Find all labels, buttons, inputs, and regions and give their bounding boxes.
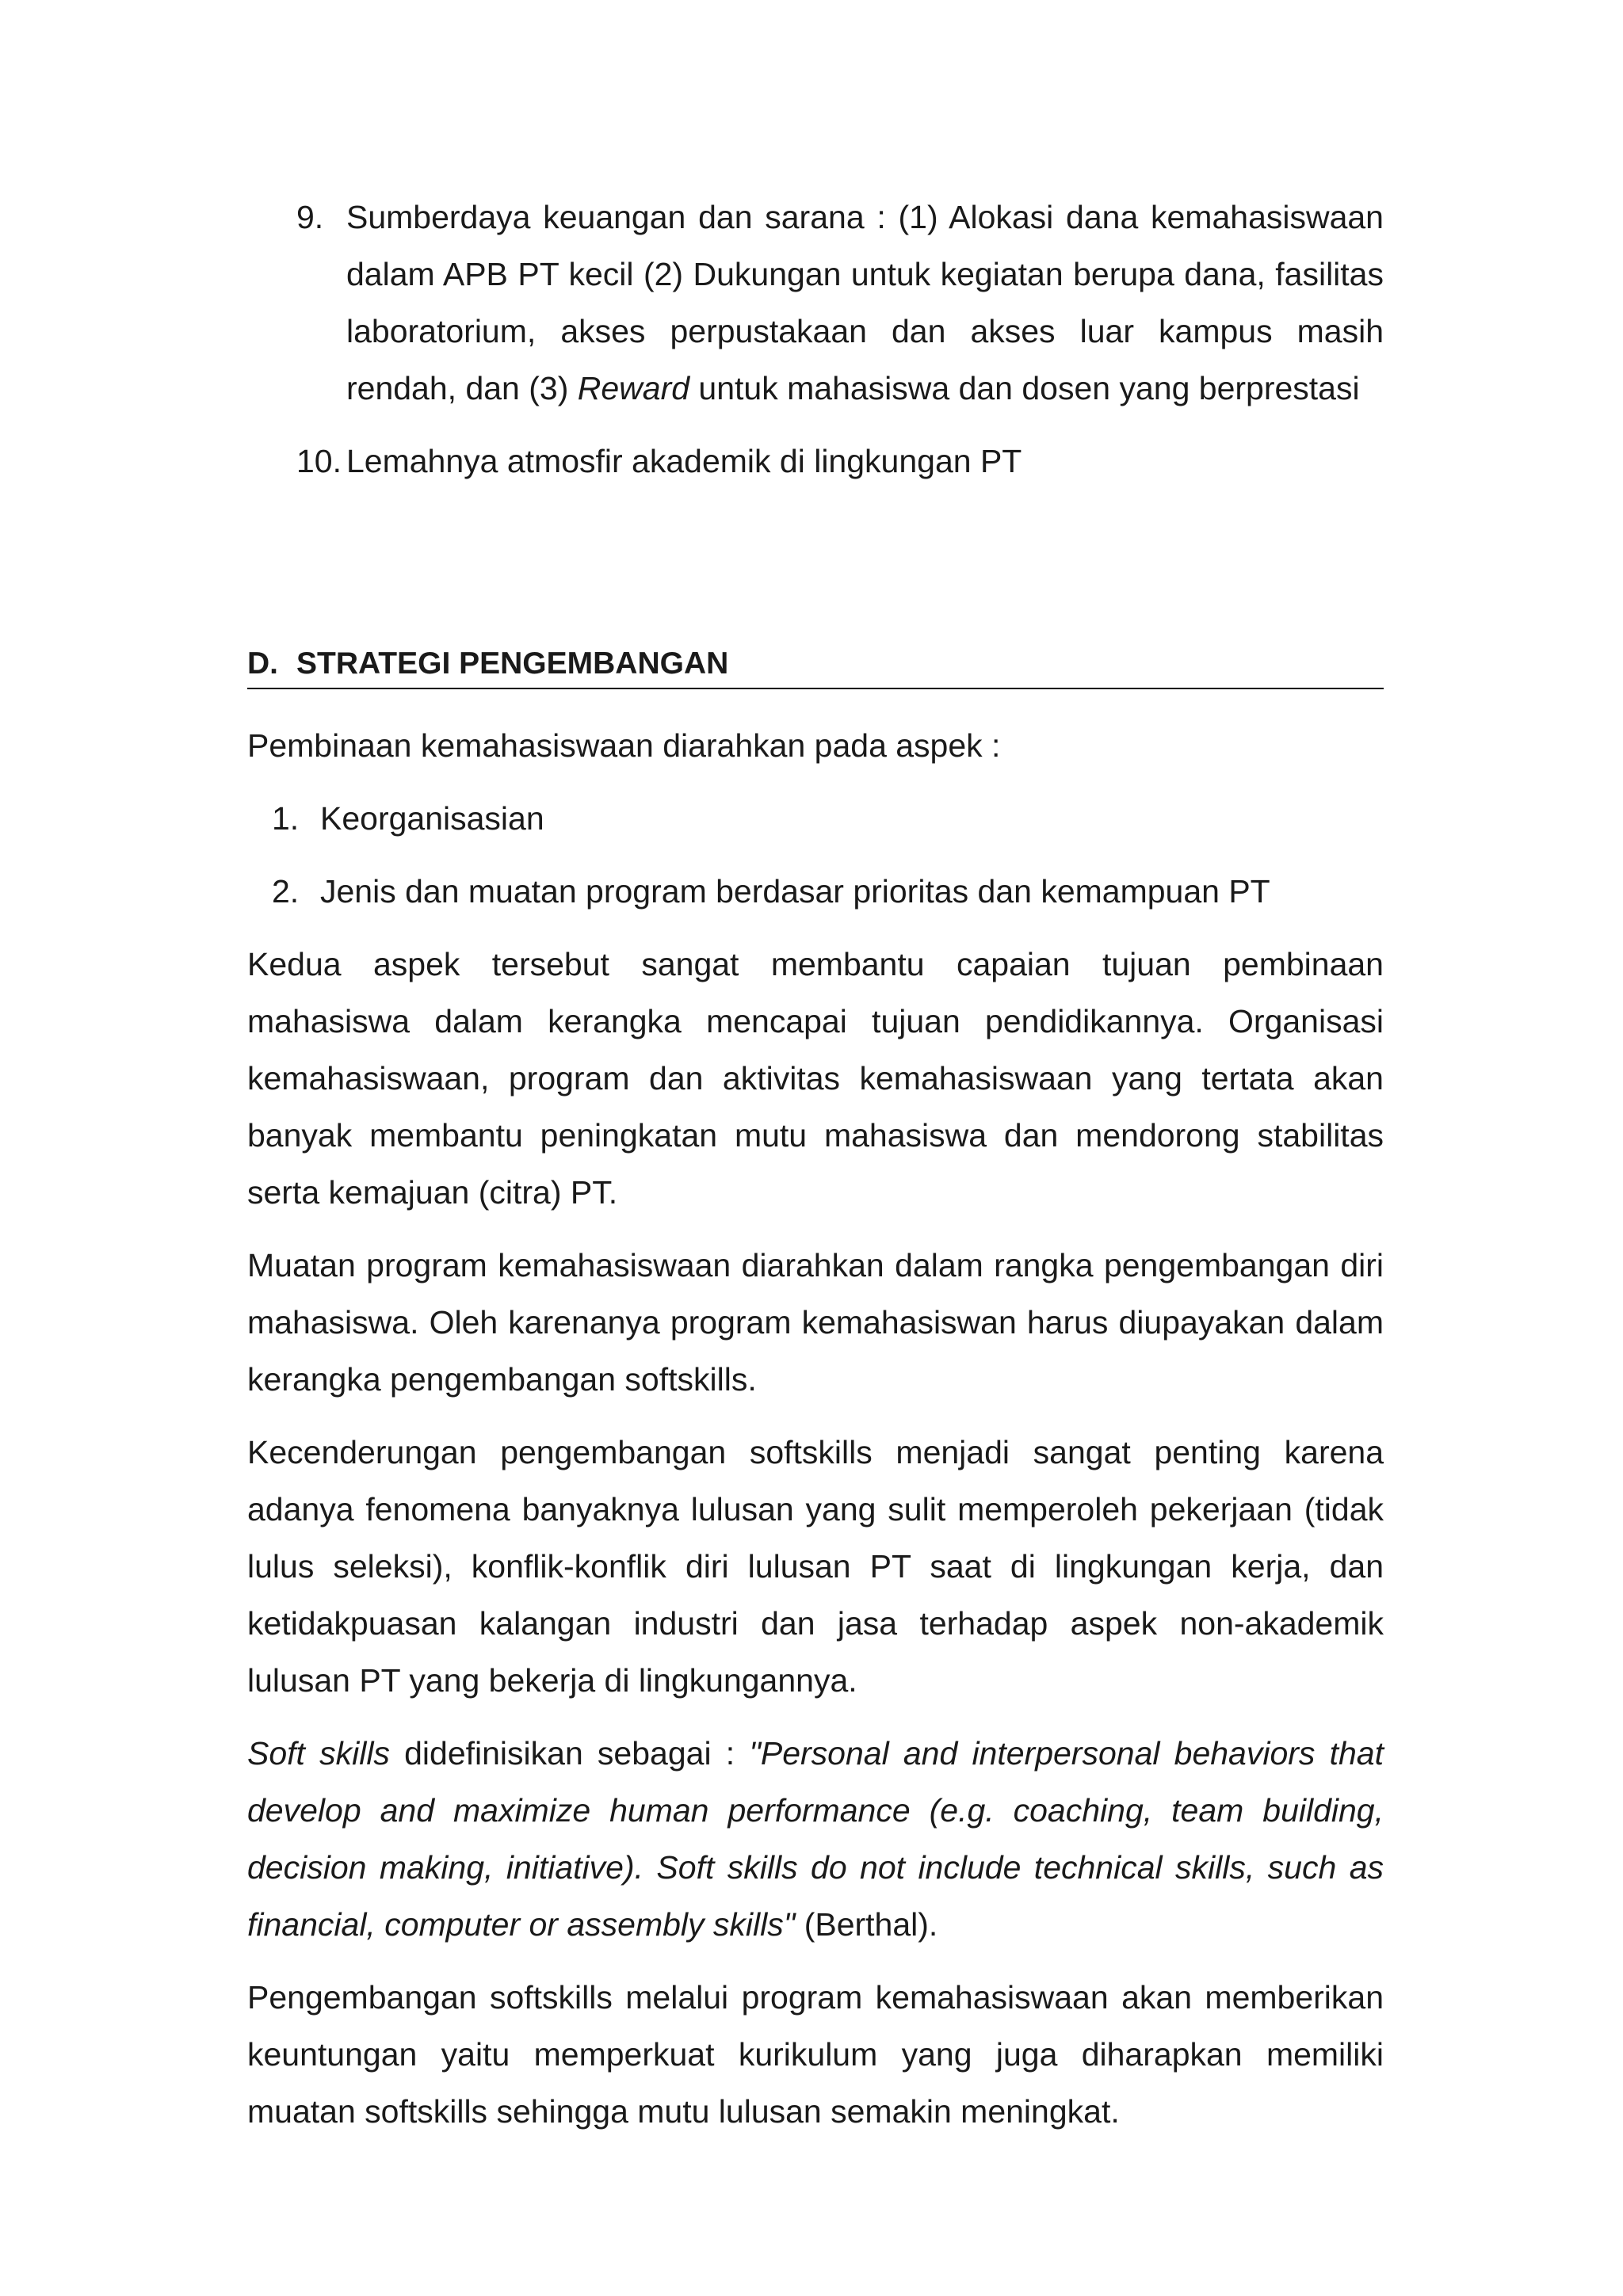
aspect-text: Keorganisasian bbox=[320, 800, 544, 837]
definition-intro: didefinisikan sebagai : bbox=[389, 1735, 750, 1772]
aspect-number: 2. bbox=[272, 873, 300, 910]
section-letter: D. bbox=[247, 646, 278, 681]
section-heading bbox=[247, 640, 1384, 689]
paragraph-3: Kecenderungan pengembangan softskills menjadi sangat penting karena adanya fenomena banyaknya lulusan yang sulit memperoleh pekerjaan (tidak lulus seleksi), konflik-konflik diri lulusan PT saat di lingkungan kerja, dan ketidakpuasan kalangan industri dan jasa terhadap aspek non-akademik lulusan PT yang bekerja di lingkungannya. bbox=[247, 1434, 1384, 1699]
definition-source: (Berthal). bbox=[795, 1906, 938, 1943]
aspect-item-1 bbox=[247, 790, 1384, 847]
list-item-10 bbox=[247, 433, 1384, 490]
paragraph-2: Muatan program kemahasiswaan diarahkan dalam rangka pengembangan diri mahasiswa. Oleh karenanya program kemahasiswan harus diupayakan dalam kerangka pengembangan softskills. bbox=[247, 1247, 1384, 1398]
list-item-number: 9. bbox=[296, 199, 324, 235]
intro-paragraph: Pembinaan kemahasiswaan diarahkan pada aspek : bbox=[247, 727, 1001, 764]
list-item-9 bbox=[247, 189, 1384, 417]
aspect-text: Jenis dan muatan program berdasar prioritas dan kemampuan PT bbox=[320, 873, 1270, 910]
paragraph-4 bbox=[247, 1725, 1384, 1953]
list-item-text-end: untuk mahasiswa dan dosen yang berprestasi bbox=[689, 370, 1360, 406]
paragraph-5: Pengembangan softskills melalui program kemahasiswaan akan memberikan keuntungan yaitu memperkuat kurikulum yang juga diharapkan memiliki muatan softskills sehingga mutu lulusan semakin meningkat. bbox=[247, 1979, 1384, 2130]
paragraph-1: Kedua aspek tersebut sangat membantu capaian tujuan pembinaan mahasiswa dalam kerangka mencapai tujuan pendidikannya. Organisasi kemahasiswaan, program dan aktivitas kemahasiswaan yang tertata akan banyak membantu peningkatan mutu mahasiswa dan mendorong stabilitas serta kemajuan (citra) PT. bbox=[247, 946, 1384, 1211]
aspect-number: 1. bbox=[272, 800, 300, 837]
section-body bbox=[247, 717, 1384, 2140]
definition-quote: "Personal and interpersonal behaviors that develop and maximize human performance (e.g. coaching, team building, decision making, initiative). Soft skills do not include technical skills, such as financial, computer or assembly skills" bbox=[247, 1735, 1384, 1943]
list-item-text: Lemahnya atmosfir akademik di lingkungan PT bbox=[346, 443, 1022, 479]
list-item-text: Sumberdaya keuangan dan sarana : (1) Alokasi dana kemahasiswaan dalam APB PT kecil (2) Dukungan untuk kegiatan berupa dana, fasilitas laboratorium, akses perpustakaan dan akses luar kampus masih rendah, dan (3) bbox=[346, 199, 1384, 406]
top-list bbox=[247, 189, 1384, 490]
soft-skills-term: Soft skills bbox=[247, 1735, 390, 1772]
section-title: STRATEGI PENGEMBANGAN bbox=[296, 646, 729, 681]
list-item-number: 10. bbox=[296, 443, 342, 479]
aspect-item-2 bbox=[247, 863, 1384, 920]
list-item-italic: Reward bbox=[577, 370, 690, 406]
